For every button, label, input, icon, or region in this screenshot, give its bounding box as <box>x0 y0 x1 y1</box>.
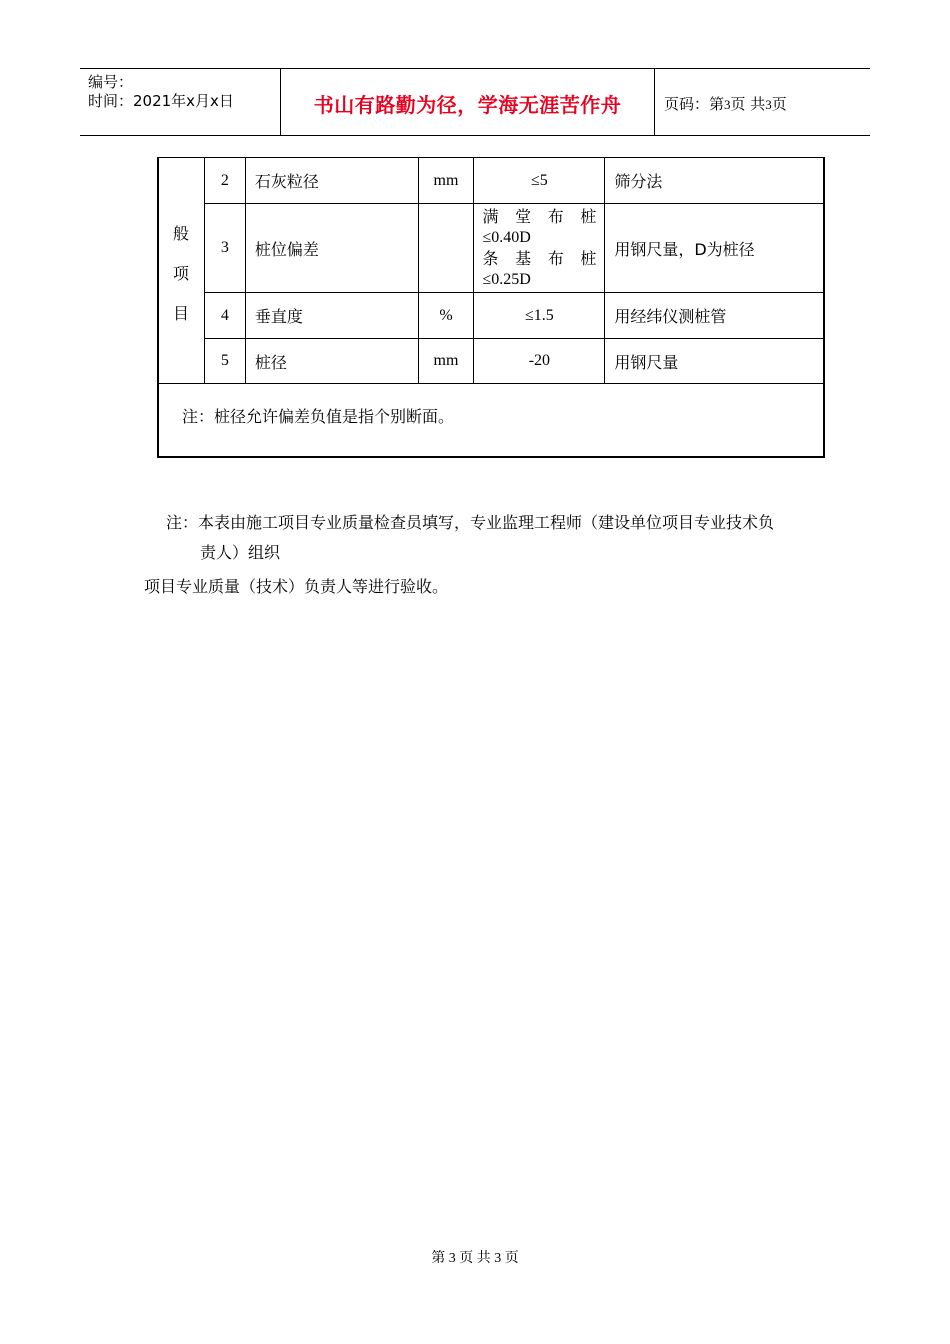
row-method: 用经纬仪测桩管 <box>605 293 825 339</box>
header-divider <box>654 69 655 135</box>
inspection-table <box>157 157 825 458</box>
footer-note-line: 项目专业质量（技术）负责人等进行验收。 <box>144 577 449 596</box>
time-label: 时间：2021年x月x日 <box>88 92 234 110</box>
value-char: 基 <box>515 249 532 268</box>
row-number: 5 <box>204 339 245 384</box>
row-unit <box>418 204 474 293</box>
table-row <box>158 158 825 204</box>
row-method: 用钢尺量，D为桩径 <box>605 204 825 293</box>
page-mid: 页 共 <box>730 95 766 113</box>
table-row <box>158 204 825 293</box>
page-header <box>80 68 870 136</box>
table-note-row <box>158 384 825 458</box>
page-end: 页 <box>771 95 787 113</box>
group-label-char: 项 <box>172 263 189 283</box>
table-row <box>158 339 825 384</box>
row-unit: % <box>418 293 474 339</box>
page-total: 3 <box>765 97 772 112</box>
row-value: ≤5 <box>474 158 605 204</box>
value-line <box>482 248 596 269</box>
value-line <box>482 206 596 227</box>
table-row <box>158 293 825 339</box>
value-char: 桩 <box>580 249 597 268</box>
value-char: 堂 <box>515 207 532 226</box>
table-note-cell <box>158 384 825 458</box>
row-method: 筛分法 <box>605 158 825 204</box>
row-number: 3 <box>204 204 245 293</box>
number-label: 编号： <box>88 73 134 91</box>
row-item: 石灰粒径 <box>245 158 418 204</box>
group-label-char: 般 <box>172 223 189 243</box>
row-item: 桩位偏差 <box>245 204 418 293</box>
footer-note-line: 责人）组织 <box>200 543 281 562</box>
value-line: ≤0.40D <box>482 229 531 246</box>
group-label-char: 目 <box>172 303 189 323</box>
header-page-info <box>664 93 787 114</box>
page-label: 页码：第 <box>664 95 725 113</box>
value-char: 布 <box>547 249 564 268</box>
row-number: 2 <box>204 158 245 204</box>
row-unit: mm <box>418 339 474 384</box>
page-current: 3 <box>724 97 731 112</box>
row-value: ≤1.5 <box>474 293 605 339</box>
row-value: -20 <box>474 339 605 384</box>
value-char: 桩 <box>580 207 597 226</box>
row-number: 4 <box>204 293 245 339</box>
row-item: 垂直度 <box>245 293 418 339</box>
footer-note-line: 注：本表由施工项目专业质量检查员填写，专业监理工程师（建设单位项目专业技术负 <box>166 513 775 532</box>
value-char: 满 <box>482 207 499 226</box>
page-footer: 第 3 页 共 3 页 <box>431 1251 519 1266</box>
table-note: 注：桩径允许偏差负值是指个别断面。 <box>182 407 455 426</box>
row-method: 用钢尺量 <box>605 339 825 384</box>
value-char: 条 <box>482 249 499 268</box>
value-line: ≤0.25D <box>482 271 531 288</box>
header-motto: 书山有路勤为径，学海无涯苦作舟 <box>313 93 622 117</box>
row-item: 桩径 <box>245 339 418 384</box>
row-value <box>474 204 605 293</box>
row-unit: mm <box>418 158 474 204</box>
value-char: 布 <box>547 207 564 226</box>
group-label-cell <box>158 158 205 384</box>
header-meta <box>88 73 278 111</box>
footer-note <box>166 508 816 568</box>
